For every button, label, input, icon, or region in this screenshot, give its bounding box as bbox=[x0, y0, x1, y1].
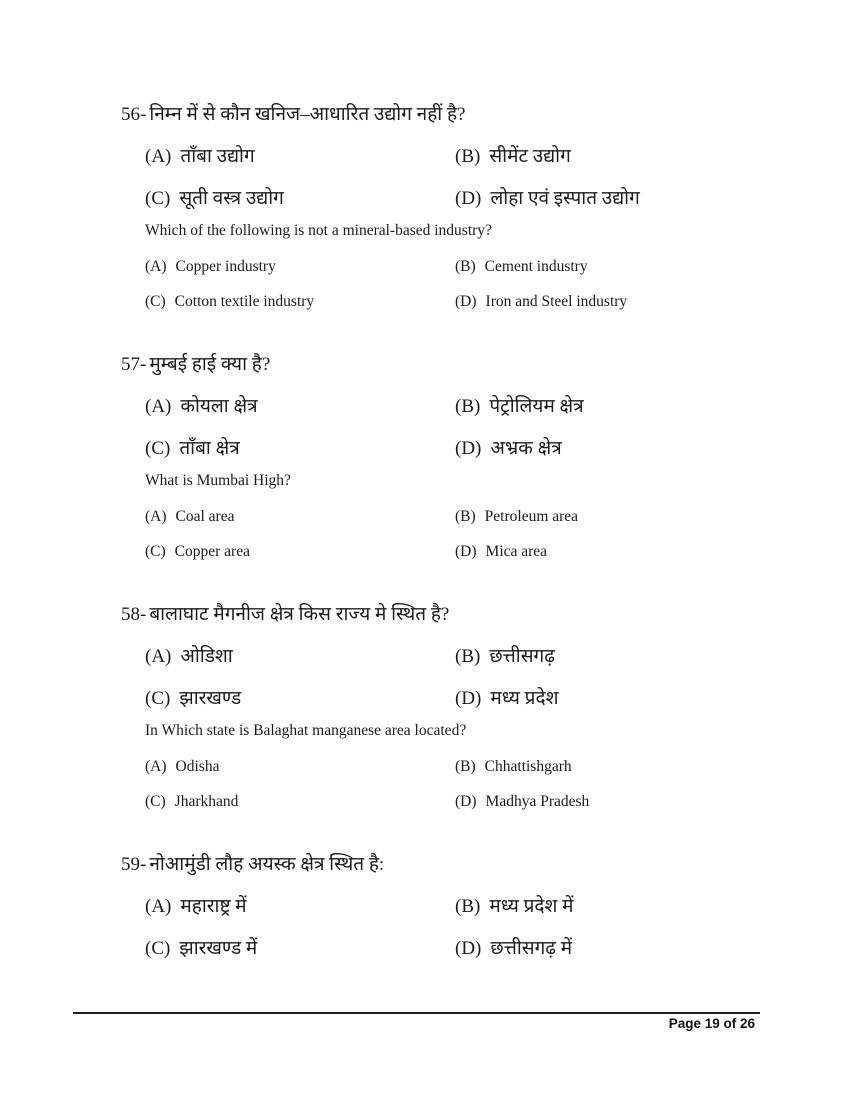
option-a-hindi bbox=[145, 392, 455, 434]
question-block-57 bbox=[121, 350, 769, 565]
exam-content bbox=[121, 100, 769, 1007]
question-block-59 bbox=[121, 850, 769, 972]
option-text: Jharkhand bbox=[174, 793, 239, 810]
question-block-58 bbox=[121, 600, 769, 815]
option-label: (B) bbox=[455, 146, 481, 167]
option-b-hindi bbox=[455, 142, 769, 184]
question-text-english: Which of the following is not a mineral-based industry? bbox=[145, 222, 492, 239]
option-text: ओडिशा bbox=[180, 646, 233, 667]
option-a-hindi bbox=[145, 892, 455, 934]
options-hindi bbox=[145, 142, 769, 222]
option-b-hindi bbox=[455, 642, 769, 684]
question-number: 56- bbox=[121, 104, 147, 125]
question-english-line bbox=[145, 472, 769, 508]
option-text: कोयला क्षेत्र bbox=[180, 396, 258, 417]
option-label: (B) bbox=[455, 508, 476, 525]
option-text: Cement industry bbox=[484, 258, 588, 275]
option-d-hindi bbox=[455, 934, 769, 972]
option-text: Madhya Pradesh bbox=[485, 793, 590, 810]
option-a-english bbox=[145, 508, 455, 543]
option-d-english bbox=[455, 293, 769, 315]
option-text: अभ्रक क्षेत्र bbox=[490, 438, 562, 459]
options-english bbox=[145, 258, 769, 315]
option-label: (B) bbox=[455, 758, 476, 775]
option-d-hindi bbox=[455, 684, 769, 722]
option-a-english bbox=[145, 258, 455, 293]
option-label: (C) bbox=[145, 793, 166, 810]
option-c-english bbox=[145, 793, 455, 815]
options-english bbox=[145, 758, 769, 815]
option-label: (A) bbox=[145, 646, 172, 667]
option-text: ताँबा क्षेत्र bbox=[179, 438, 240, 459]
question-text-hindi: बालाघाट मैगनीज क्षेत्र किस राज्य मे स्थित है? bbox=[149, 604, 450, 625]
question-text-english: In Which state is Balaghat manganese area located? bbox=[145, 722, 467, 739]
option-label: (D) bbox=[455, 938, 482, 959]
options-hindi bbox=[145, 392, 769, 472]
question-hindi-line bbox=[121, 350, 769, 392]
question-text-hindi: नोआमुंडी लौह अयस्क क्षेत्र स्थित है: bbox=[149, 854, 385, 875]
option-label: (D) bbox=[455, 793, 477, 810]
options-hindi bbox=[145, 892, 769, 972]
option-label: (C) bbox=[145, 543, 166, 560]
option-c-english bbox=[145, 543, 455, 565]
option-d-english bbox=[455, 543, 769, 565]
option-c-hindi bbox=[145, 434, 455, 472]
question-hindi-line bbox=[121, 850, 769, 892]
option-a-hindi bbox=[145, 142, 455, 184]
option-b-hindi bbox=[455, 892, 769, 934]
option-text: Petroleum area bbox=[484, 508, 579, 525]
option-text: Odisha bbox=[175, 758, 220, 775]
option-label: (A) bbox=[145, 896, 172, 917]
option-text: मध्य प्रदेश bbox=[490, 688, 559, 709]
option-text: पेट्रोलियम क्षेत्र bbox=[489, 396, 584, 417]
option-text: Mica area bbox=[485, 543, 548, 560]
option-text: झारखण्ड में bbox=[179, 938, 258, 959]
option-text: सूती वस्त्र उद्योग bbox=[179, 188, 284, 209]
option-text: सीमेंट उद्योग bbox=[489, 146, 571, 167]
option-label: (B) bbox=[455, 646, 481, 667]
option-label: (A) bbox=[145, 396, 172, 417]
option-b-english bbox=[455, 508, 769, 543]
question-number: 57- bbox=[121, 354, 147, 375]
option-label: (B) bbox=[455, 396, 481, 417]
option-text: मध्य प्रदेश में bbox=[489, 896, 574, 917]
option-label: (C) bbox=[145, 688, 171, 709]
question-text-hindi: निम्न में से कौन खनिज–आधारित उद्योग नहीं है? bbox=[149, 104, 466, 125]
options-hindi bbox=[145, 642, 769, 722]
option-label: (C) bbox=[145, 938, 171, 959]
option-label: (D) bbox=[455, 293, 477, 310]
question-block-56 bbox=[121, 100, 769, 315]
option-label: (C) bbox=[145, 188, 171, 209]
option-label: (D) bbox=[455, 438, 482, 459]
option-text: Copper area bbox=[174, 543, 250, 560]
question-hindi-line bbox=[121, 100, 769, 142]
option-label: (D) bbox=[455, 543, 477, 560]
option-text: ताँबा उद्योग bbox=[180, 146, 255, 167]
option-b-hindi bbox=[455, 392, 769, 434]
option-c-hindi bbox=[145, 684, 455, 722]
option-text: महाराष्ट्र में bbox=[180, 896, 247, 917]
question-english-line bbox=[145, 722, 769, 758]
option-c-hindi bbox=[145, 934, 455, 972]
option-text: Cotton textile industry bbox=[174, 293, 315, 310]
option-label: (D) bbox=[455, 688, 482, 709]
question-text-english: What is Mumbai High? bbox=[145, 472, 291, 489]
question-number: 59- bbox=[121, 854, 147, 875]
option-label: (B) bbox=[455, 896, 481, 917]
option-text: लोहा एवं इस्पात उद्योग bbox=[490, 188, 640, 209]
option-label: (C) bbox=[145, 293, 166, 310]
option-text: Chhattishgarh bbox=[484, 758, 572, 775]
question-text-hindi: मुम्बई हाई क्या है? bbox=[149, 354, 271, 375]
question-english-line bbox=[145, 222, 769, 258]
option-text: Coal area bbox=[175, 508, 235, 525]
option-label: (A) bbox=[145, 508, 167, 525]
option-label: (D) bbox=[455, 188, 482, 209]
option-label: (B) bbox=[455, 258, 476, 275]
option-a-hindi bbox=[145, 642, 455, 684]
option-d-english bbox=[455, 793, 769, 815]
option-a-english bbox=[145, 758, 455, 793]
options-english bbox=[145, 508, 769, 565]
option-label: (C) bbox=[145, 438, 171, 459]
page-number-label: Page 19 of 26 bbox=[668, 1016, 755, 1031]
option-text: छत्तीसगढ़ bbox=[489, 646, 555, 667]
option-label: (A) bbox=[145, 146, 172, 167]
footer-divider bbox=[73, 1012, 760, 1014]
option-text: छत्तीसगढ़ में bbox=[490, 938, 573, 959]
option-c-english bbox=[145, 293, 455, 315]
option-text: Copper industry bbox=[175, 258, 276, 275]
option-text: झारखण्ड bbox=[179, 688, 242, 709]
option-d-hindi bbox=[455, 434, 769, 472]
question-number: 58- bbox=[121, 604, 147, 625]
option-d-hindi bbox=[455, 184, 769, 222]
option-label: (A) bbox=[145, 258, 167, 275]
option-c-hindi bbox=[145, 184, 455, 222]
question-hindi-line bbox=[121, 600, 769, 642]
option-b-english bbox=[455, 758, 769, 793]
option-label: (A) bbox=[145, 758, 167, 775]
option-b-english bbox=[455, 258, 769, 293]
option-text: Iron and Steel industry bbox=[485, 293, 628, 310]
